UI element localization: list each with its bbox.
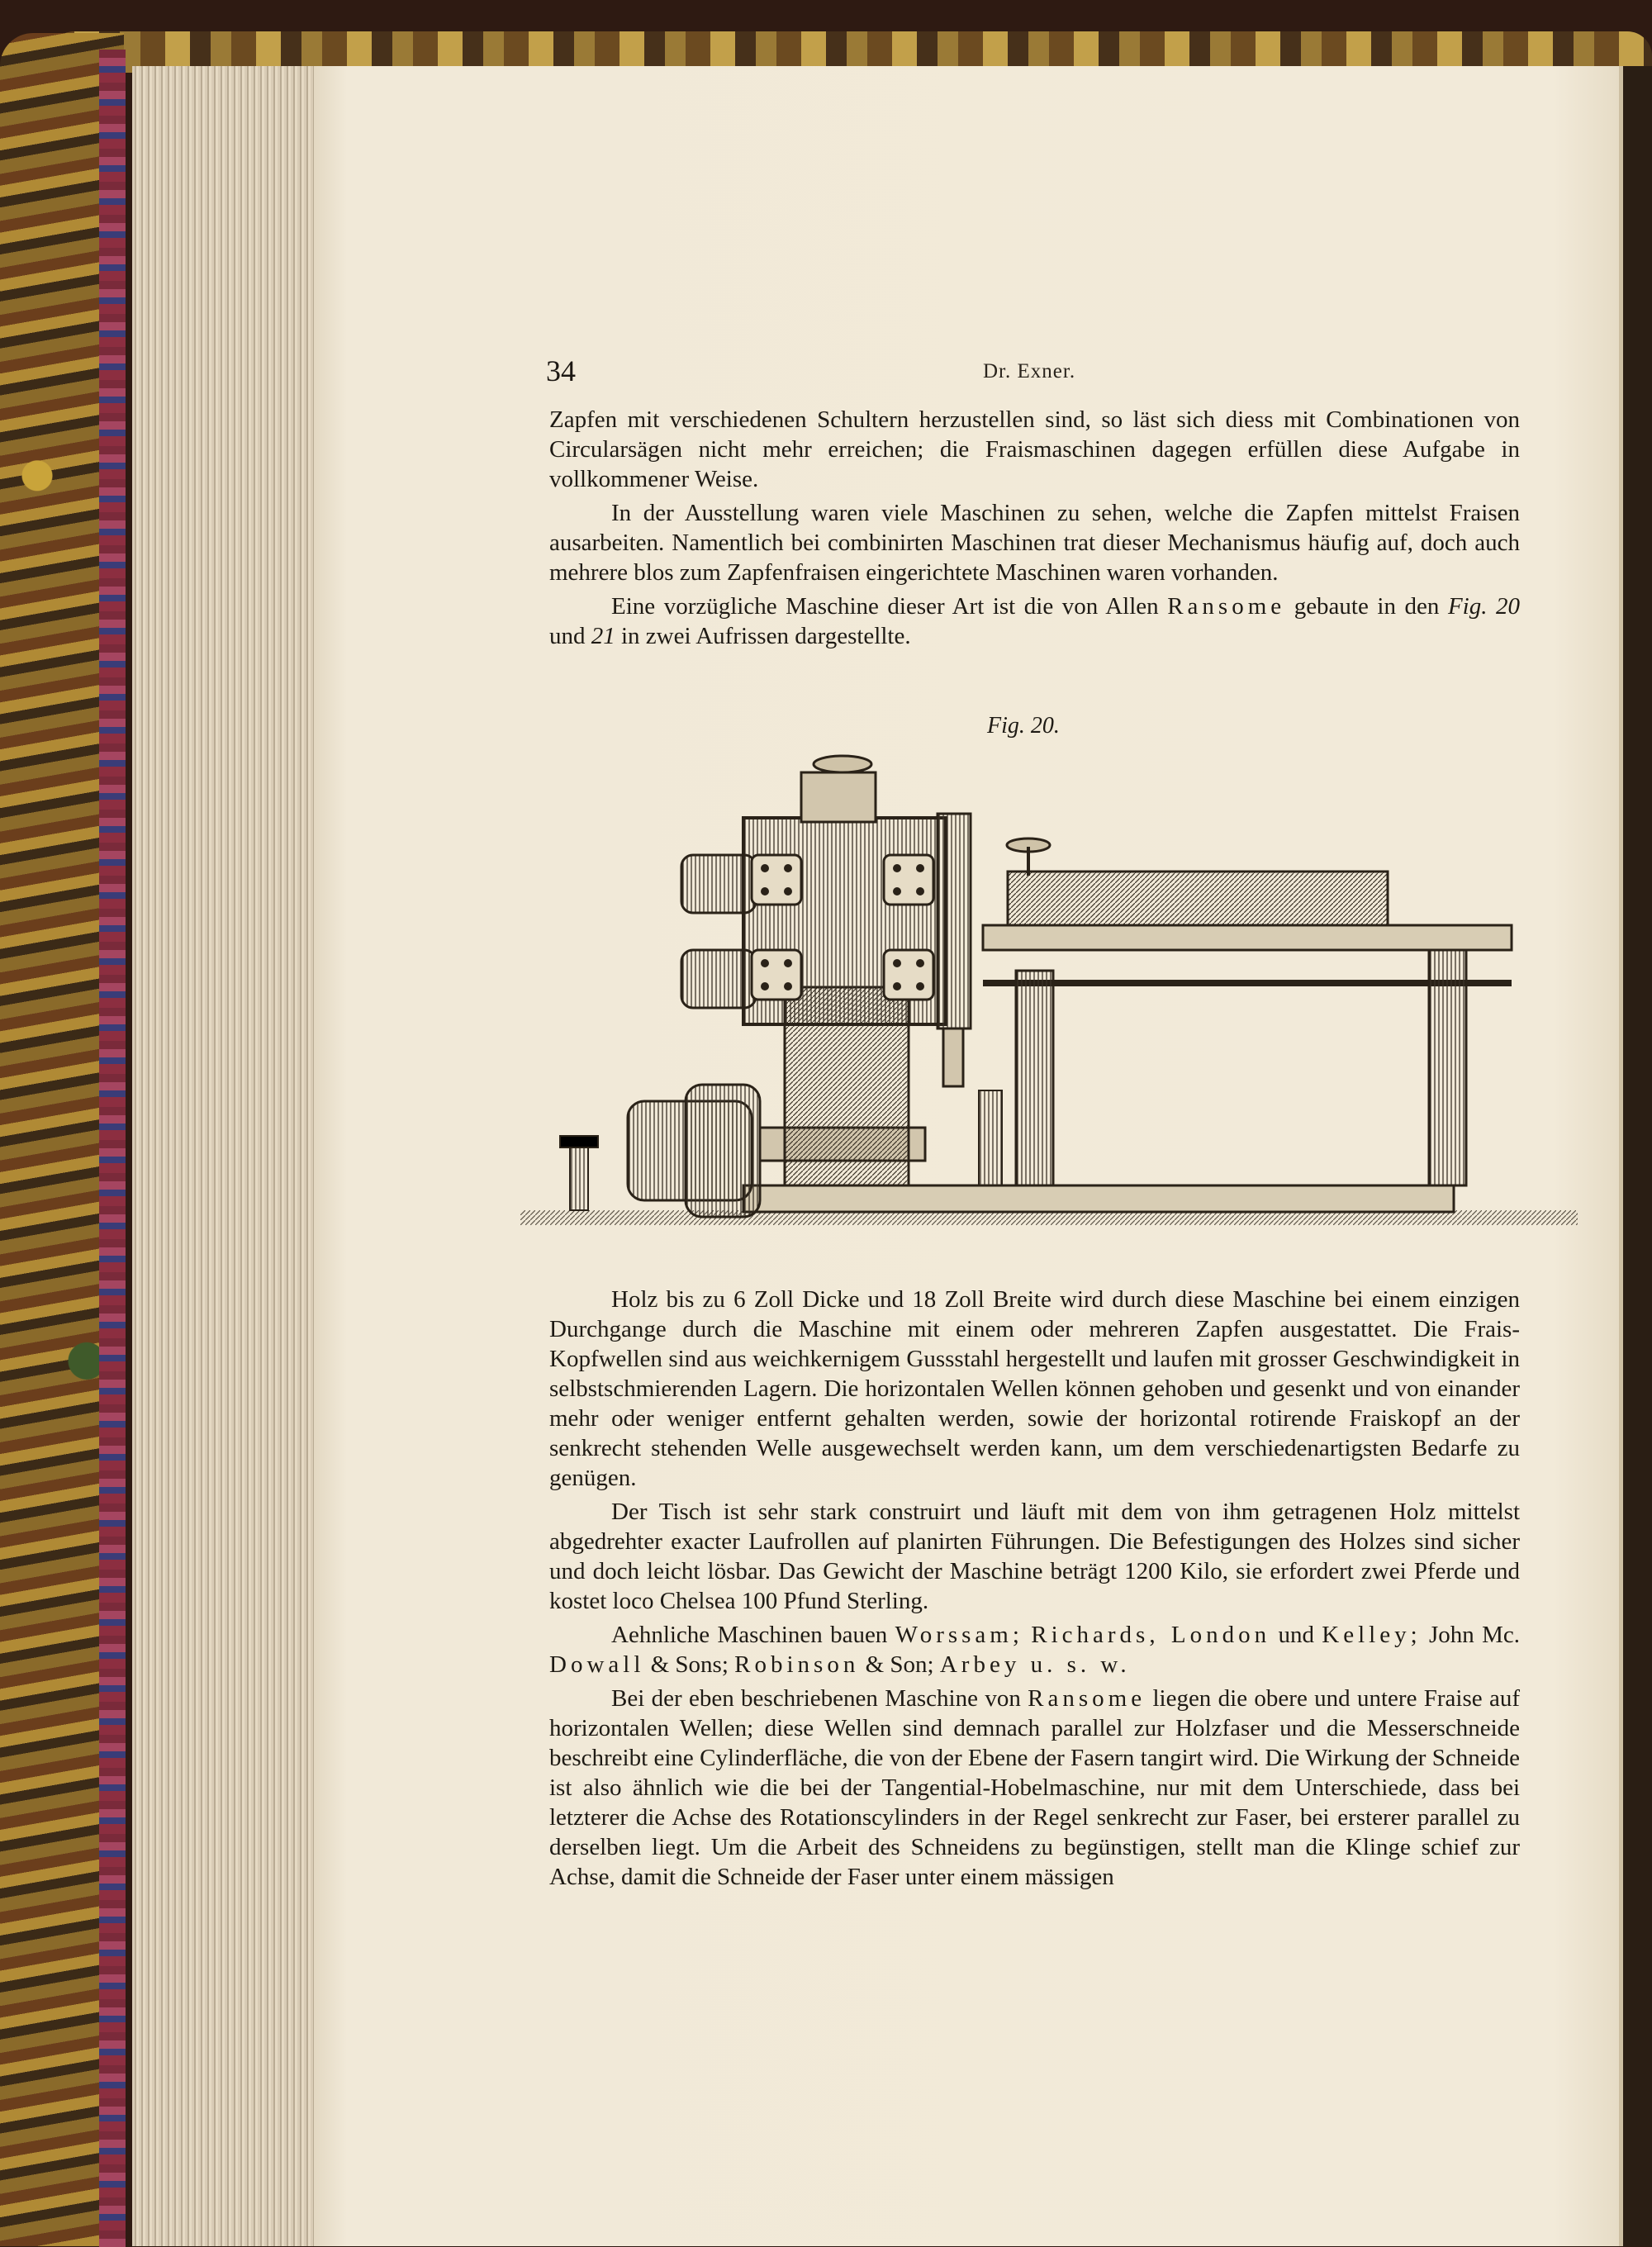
paragraph-2: In der Ausstellung waren viele Maschinen zu sehen, welche die Zapfen mittelst Fraisen ausarbeiten. Namentlich bei combinirten Maschinen trat dieser Mechanismus häufig auf, doch auch mehrere blos zum Zapfenfraisen eingerichtete Maschinen waren vorhanden. <box>549 500 1520 586</box>
maker-dowall: Dowall <box>549 1651 645 1678</box>
para7-after: liegen die obere und untere Fraise auf horizontalen Wellen; diese Wellen sind demnach parallel zur Holzfaser und die Messerschneide beschreibt eine Cylinderfläche, die von der Ebene der Fasern tangirt wird. Die Wirkung der Schneide ist also ähnlich wie die bei der Tangential-Hobelmaschine, nur mit dem Unterschiede, dass bei letzterer die Achse des Rotationscylinders in der Regel senkrecht zur Faser, bei ersterer parallel zu derselben liegt. Um die Arbeit des Schneidens zu begünstigen, stellt man die Klinge schief zur Achse, damit die Schneide der Faser unter einem mässigen <box>549 1685 1521 1890</box>
maker-sons: & Sons; <box>650 1651 729 1678</box>
book-page <box>314 66 1619 2246</box>
para3-middle: gebaute in den <box>1294 593 1440 620</box>
text-block-top <box>549 405 1520 655</box>
page-number: 34 <box>546 354 576 387</box>
maker-john-mc: John Mc. <box>1428 1622 1520 1648</box>
para3-before: Eine vorzügliche Maschine dieser Art ist die von Allen <box>611 593 1159 620</box>
vertical-spindle <box>938 814 971 1028</box>
maker-son: & Son; <box>865 1651 934 1678</box>
paragraph-3 <box>549 591 1520 651</box>
name-ransome-2: Ransome <box>1028 1685 1146 1712</box>
maker-robinson: Robinson <box>734 1651 860 1678</box>
upper-cutter-shaft <box>681 855 756 913</box>
paragraph-7 <box>549 1684 1520 1892</box>
maker-worssam: Worssam; <box>895 1622 1023 1648</box>
machine-engraving <box>520 739 1578 1252</box>
fig-ref-20: Fig. 20 <box>1447 593 1521 620</box>
right-binding-edge <box>1615 66 1652 2246</box>
page-stack-edge <box>132 66 318 2246</box>
fig-ref-21: 21 <box>591 623 615 649</box>
table-leg-right <box>1429 950 1466 1185</box>
sliding-table <box>983 925 1512 950</box>
maker-arbey: Arbey u. s. w. <box>939 1651 1131 1678</box>
para3-after: in zwei Aufrissen dargestellte. <box>621 623 911 649</box>
para3-and: und <box>549 623 586 649</box>
table-leg-left <box>1016 971 1053 1185</box>
para7-before: Bei der eben beschriebenen Maschine von <box>611 1685 1021 1712</box>
figure-caption: Fig. 20. <box>987 713 1060 739</box>
lower-cutter-shaft <box>681 950 756 1008</box>
roller-pedestal <box>979 1090 1002 1185</box>
drive-pulley-large <box>686 1085 760 1217</box>
left-pedestal <box>570 1144 588 1210</box>
handwheel-top <box>814 756 871 772</box>
makers-und: und <box>1278 1622 1314 1648</box>
page-header <box>314 354 1619 390</box>
makers-intro: Aehnliche Maschinen bauen <box>611 1622 888 1648</box>
maker-richards: Richards, London <box>1031 1622 1271 1648</box>
wooden-workpiece <box>1008 872 1388 929</box>
maker-kelley: Kelley; <box>1322 1622 1422 1648</box>
marbled-page-edge <box>99 50 126 2247</box>
paragraph-4: Holz bis zu 6 Zoll Dicke und 18 Zoll Breite wird durch diese Maschine bei einem einzigen Durchgange durch die Maschine mit einem oder mehreren Zapfen ausgestattet. Die Frais-Kopfwellen sind aus weichkernigem Gussstahl hergestellt und laufen mit grosser Geschwindigkeit in selbstschmierenden Lagern. Die horizontalen Wellen können gehoben und gesenkt und von einander mehr oder weniger entfernt gehalten werden, sowie der horizontal rotirende Fraiskopf an der senkrecht stehenden Welle ausgewechselt werden kann, um dem verschiedenartigsten Bedarfe zu genügen. <box>549 1286 1520 1491</box>
paragraph-1: Zapfen mit verschiedenen Schultern herzustellen sind, so läst sich diess mit Combinationen von Circularsägen nicht mehr erreichen; die Fraismaschinen dagegen erfüllen diese Aufgabe in vollkommener Weise. <box>549 406 1520 492</box>
paragraph-6 <box>549 1620 1520 1679</box>
name-ransome: Ransome <box>1167 593 1286 620</box>
text-block-bottom <box>549 1285 1520 1896</box>
running-head: Dr. Exner. <box>983 360 1076 382</box>
base-plate <box>743 1185 1454 1212</box>
paragraph-5: Der Tisch ist sehr stark construirt und läuft mit dem von ihm getragenen Holz mittelst abgedrehter exacter Laufrollen auf planirten Führungen. Die Befestigungen des Holzes sind sicher und doch leicht lösbar. Das Gewicht der Maschine beträgt 1200 Kilo, sie erfordert zwei Pferde und kostet loco Chelsea 100 Pfund Sterling. <box>549 1499 1520 1614</box>
